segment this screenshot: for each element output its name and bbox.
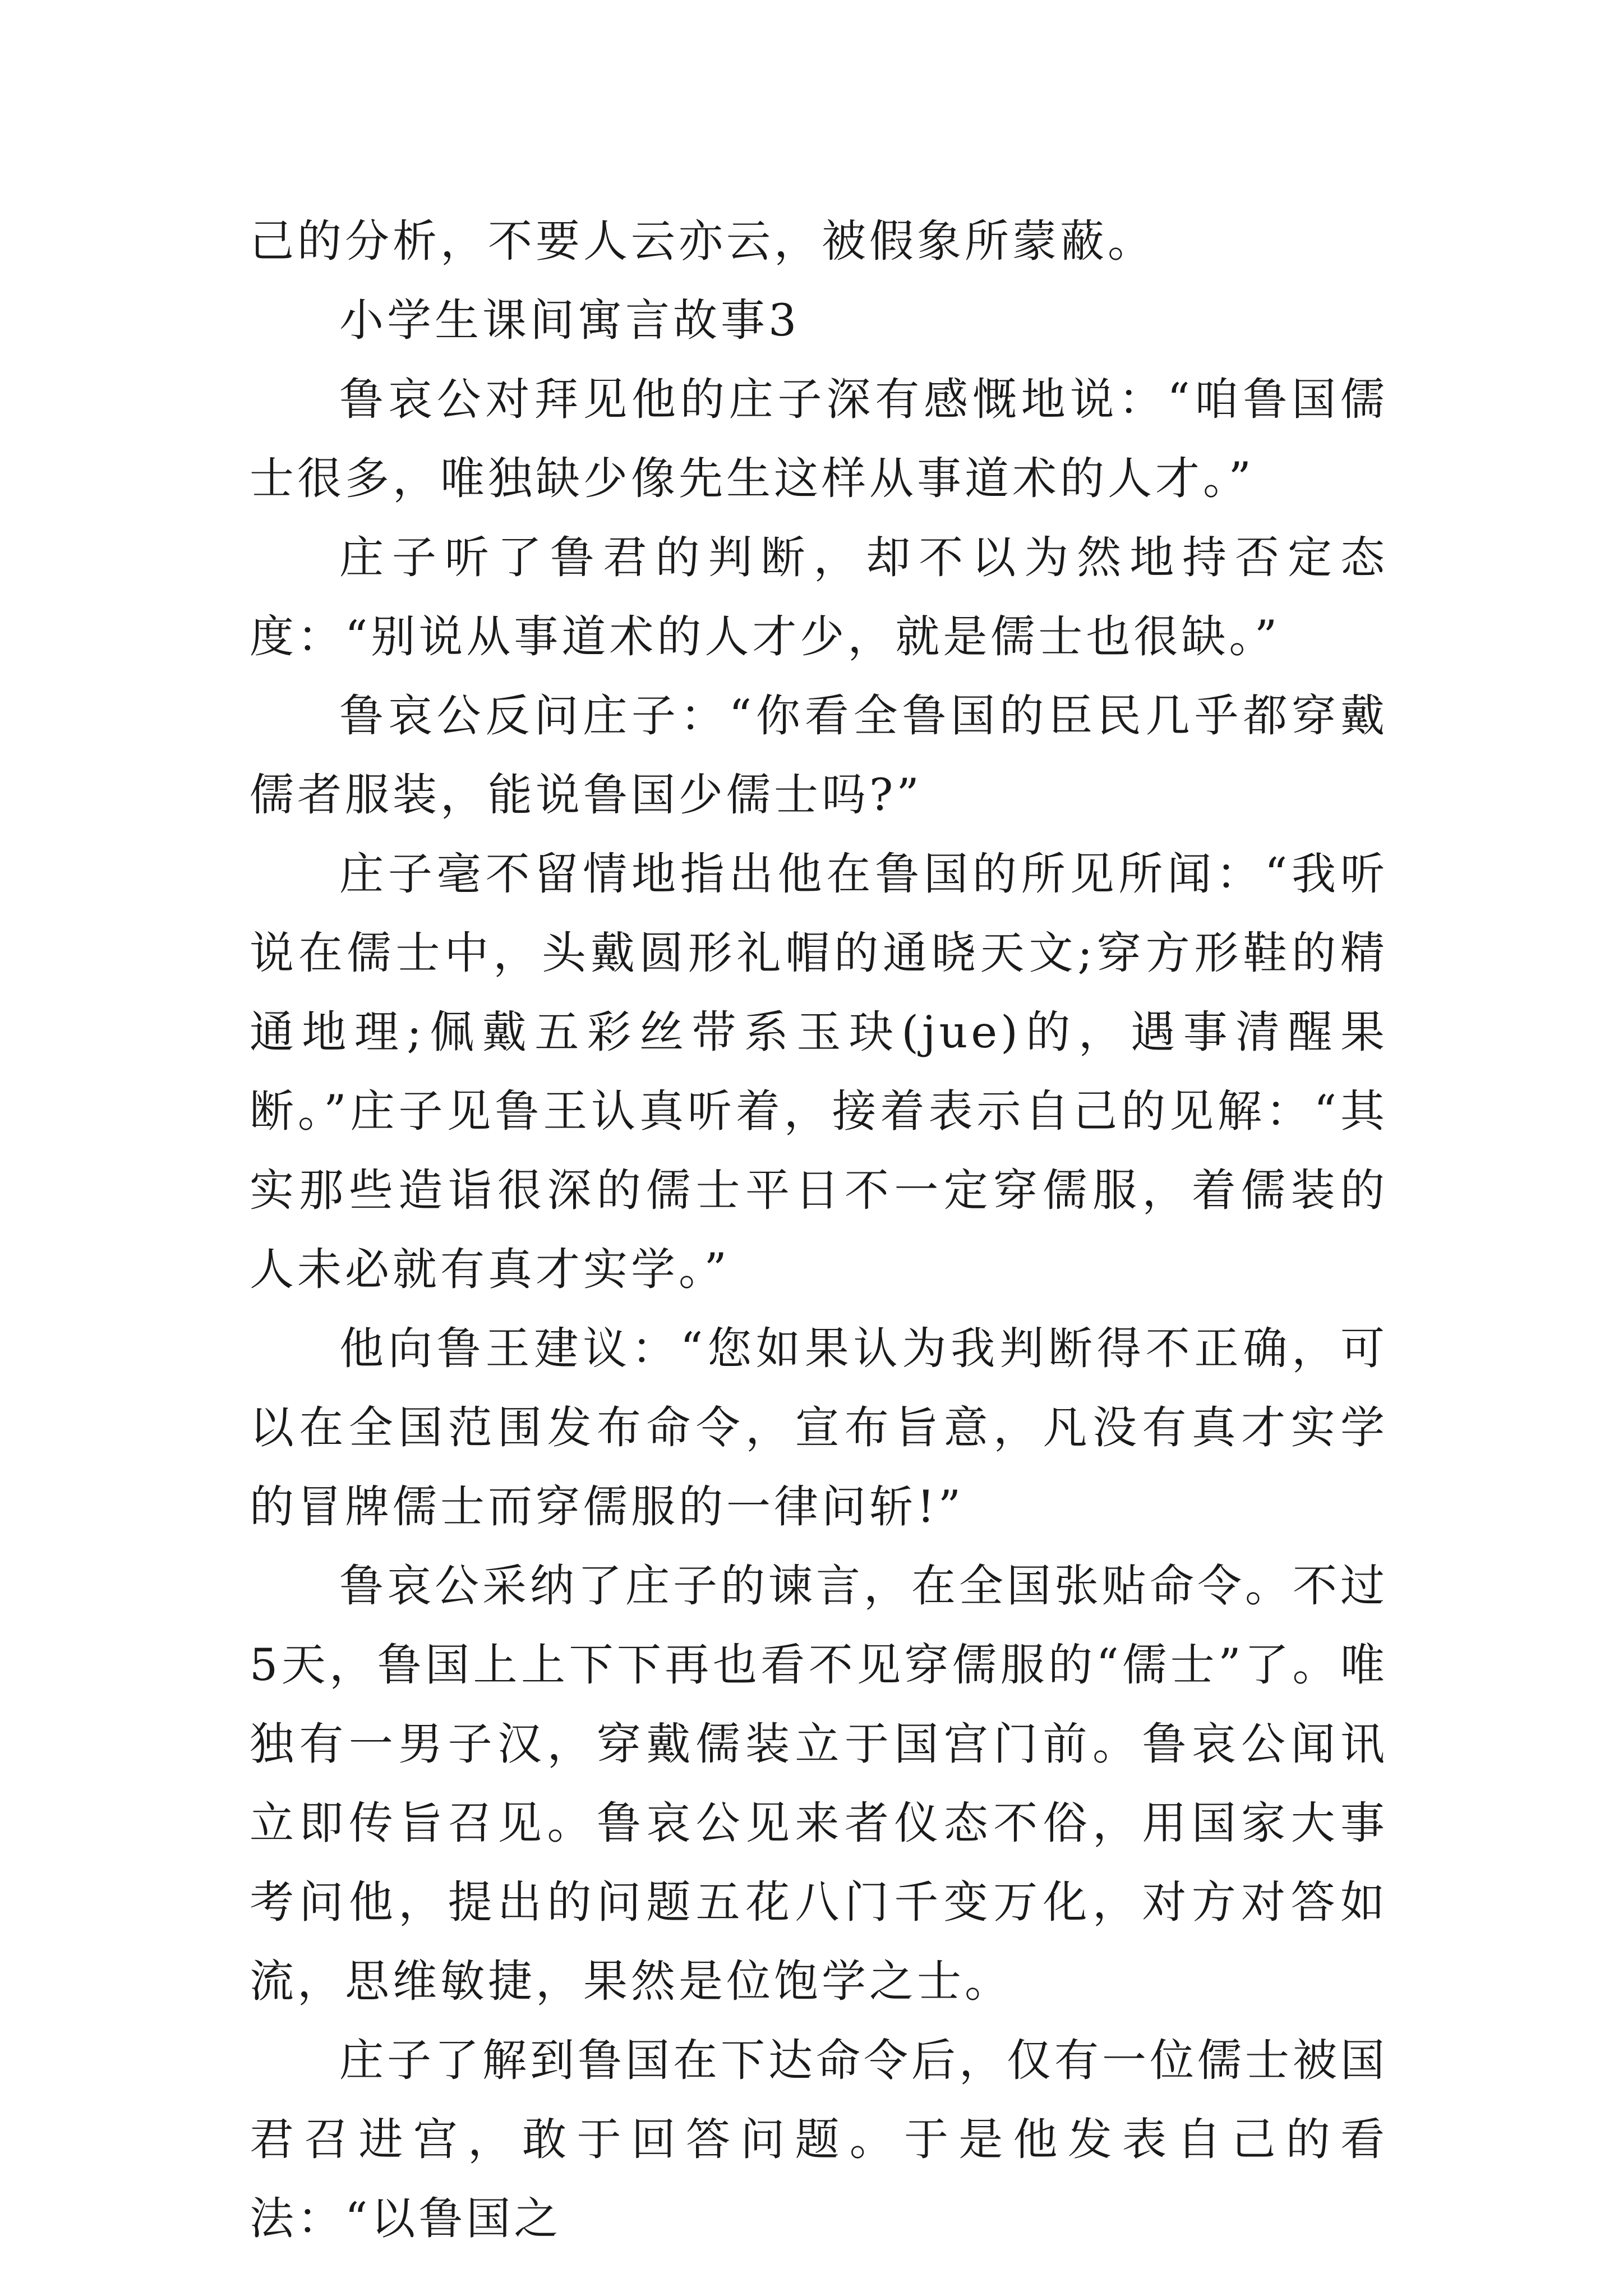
paragraph: 庄子听了鲁君的判断，却不以为然地持否定态度：“别说从事道术的人才少，就是儒士也很缺。”: [250, 532, 1388, 662]
paragraph: 他向鲁王建议：“您如果认为我判断得不正确，可以在全国范围发布命令，宣布旨意，凡没有真才实学的冒牌儒士而穿儒服的一律问斩!”: [250, 1323, 1388, 1533]
paragraph: 庄子毫不留情地指出他在鲁国的所见所闻：“我听说在儒士中，头戴圆形礼帽的通晓天文;穿方形鞋的精通地理;佩戴五彩丝带系玉玦(jue)的，遇事清醒果断。”庄子见鲁王认真听着，接着表示自己的见解：“其实那些造诣很深的儒士平日不一定穿儒服，着儒装的人未必就有真才实学。”: [250, 848, 1388, 1295]
section-heading: 小学生课间寓言故事3: [339, 295, 800, 346]
document-body: [250, 202, 1388, 2258]
paragraph: 庄子了解到鲁国在下达命令后，仅有一位儒士被国君召进宫，敢于回答问题。于是他发表自己的看法：“以鲁国之: [250, 2035, 1388, 2244]
paragraph: 鲁哀公反问庄子：“你看全鲁国的臣民几乎都穿戴儒者服装，能说鲁国少儒士吗?”: [250, 690, 1388, 821]
paragraph-continuation: 己的分析，不要人云亦云，被假象所蒙蔽。: [250, 215, 1155, 267]
paragraph: 鲁哀公对拜见他的庄子深有感慨地说：“咱鲁国儒士很多，唯独缺少像先生这样从事道术的人才。”: [250, 374, 1388, 504]
paragraph: 鲁哀公采纳了庄子的谏言，在全国张贴命令。不过5天，鲁国上上下下再也看不见穿儒服的“儒士”了。唯独有一男子汉，穿戴儒装立于国宫门前。鲁哀公闻讯立即传旨召见。鲁哀公见来者仪态不俗，用国家大事考问他，提出的问题五花八门千变万化，对方对答如流，思维敏捷，果然是位饱学之士。: [250, 1560, 1388, 2007]
